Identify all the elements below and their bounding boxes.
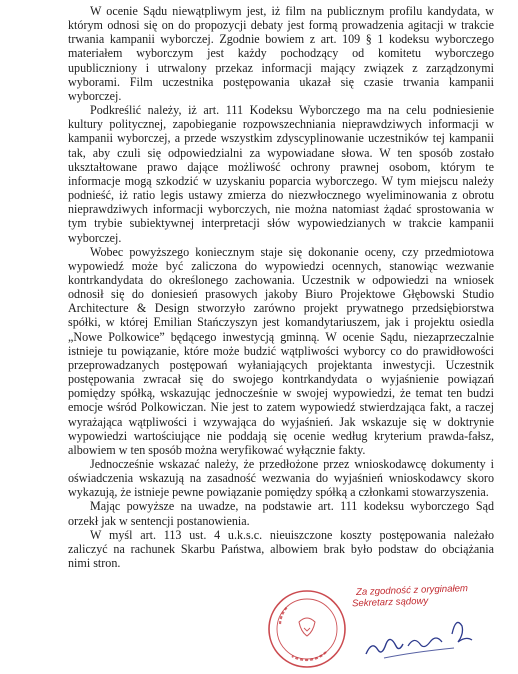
text-line: Jednocześnie wskazać należy, że przedłożone przez wnioskodawcę dokumenty i [90,457,494,471]
text-line: odnosił się do doniesień prasowych jakoby Biuro Projektowe Głębowski Studio [68,287,494,302]
text-line: ukształtowane prawo dające możliwość ochrony prawnej osobom, którym te [68,159,494,174]
text-line: istnieje tu powiązanie, które może budzić wątpliwości wyborcy co do prawidłowości [68,343,494,358]
text-line: nieprawdziwych informacji wyborczych, nie można natomiast żądać sprostowania w [68,202,494,217]
text-line: „Nowe Polkowice” będącego inwestycją gminną. W ocenie Sądu, niezaprzeczalnie [68,329,494,344]
text-line: emocje wśród Polkowiczan. Nie jest to zatem wypowiedź stwierdzająca fakt, a raczej [68,400,494,415]
text-line: Podkreślić należy, iż art. 111 Kodeksu Wyborczego ma na celu podniesienie [90,103,494,118]
text-line: pomiędzy spółką, wskazując jednocześnie w swojej wypowiedzi, że temat ten budzi [68,386,494,401]
text-line: albowiem w ten sposób można weryfikować wyłącznie fakty. [68,442,366,457]
stamp-line-2: Sekretarz sądowy [351,595,429,610]
paragraph [68,457,494,499]
text-line: wyborczej. [68,88,122,103]
text-line: wypowiedź może być zaliczona do wypowiedzi ocennych, stanowiąc wezwanie [68,258,494,273]
text-line: Wobec powyższego koniecznym staje się dokonanie oceny, czy przedmiotowa [90,244,494,259]
text-line: nimi stron. [68,556,121,571]
paragraph [68,4,494,103]
text-line: tak, aby czuli się odpowiedzialni za wypowiadane słowa. W ten sposób zostało [68,145,494,160]
text-line: orzekł jak w sentencji postanowienia. [68,513,250,528]
text-line: wykazują, że istnieje pewne powiązanie pomiędzy spółką a członkami stowarzyszenia. [68,485,489,500]
text-line: wypowiedzi wartościujące nie poddają się ocenie według kryterium prawda-fałsz, [68,428,494,443]
text-line: którym odnosi się on do propozycji debaty jest formą prowadzenia agitacji w trakcie [68,18,494,33]
text-line: Mając powyższe na uwadze, na podstawie art. 111 kodeksu wyborczego Sąd [90,499,494,514]
paragraph [68,103,494,245]
text-line: zaliczyć na rachunek Skarbu Państwa, albowiem brak było podstaw do obciążania [68,541,494,556]
text-line: oświadczenia wskazują na zasadność wezwania do wyjaśnień wnioskodawcy skoro [68,471,494,486]
text-line: kontrkandydata do określonego zachowania. Uczestnik w odpowiedzi na wniosek [68,272,494,287]
text-line: W ocenie Sądu niewątpliwym jest, iż film na publicznym profilu kandydata, w [90,4,494,18]
text-line: przeprowadzanych postępowań wyłaniających projektanta inwestycji. Uczestnik [68,357,494,372]
text-line: kultury politycznej, zapobieganie rozpowszechniania nieprawdziwych informacji w [68,117,494,132]
document-body [68,4,494,570]
text-line: Architecture & Design stworzyło zarówno projekt prywatnego przedsiębiorstwa [68,301,494,316]
paragraph [68,528,494,570]
text-line: spółki, w której Emilian Stańczyszyn jest komandytariuszem, jak i projektu osiedla [68,315,494,330]
stamp-line-1: Za zgodność z oryginałem [355,583,469,598]
text-line: upubliczniony i utrwalony przekaz informacji mający związek z zarządzonymi [68,60,494,75]
text-line: wyrażająca wątpliwości i wzywająca do wyjaśnień. Jak wskazuje się w doktrynie [68,414,494,429]
text-line: tym trybie subiektywnej interpretacji słów wypowiedzianych w trakcie kampanii [68,216,494,231]
text-line: postępowania zwracał się do swojego kontrkandydata o wyjaśnienie powiązań [68,372,494,387]
text-line: materiałem wyborczym jest każdy pochodzący od komitetu wyborczego [68,46,494,61]
text-line: informacje mogą szkodzić w uzyskaniu poparcia wyborczego. W tym miejscu należy [68,173,494,188]
text-line: trwania kampanii wyborczej. Zgodnie bowiem z art. 109 § 1 kodeksu wyborczego [68,32,494,47]
text-line: wyborczej. [68,230,122,245]
text-line: podnieść, iż ratio legis ustawy zmierza do niezwłocznego wyeliminowania z obrotu [68,188,494,203]
text-line: kampanii wyborczej, a przede wszystkim zdyscyplinowanie uczestników tej kampanii [68,131,494,146]
text-line: wyborami. Film uczestnika postępowania ukazał się czasie trwania kampanii [68,74,494,89]
text-line: W myśl art. 113 ust. 4 u.k.s.c. nieuiszczone koszty postępowania należało [90,527,494,542]
paragraph [68,245,494,457]
paragraph [68,499,494,527]
